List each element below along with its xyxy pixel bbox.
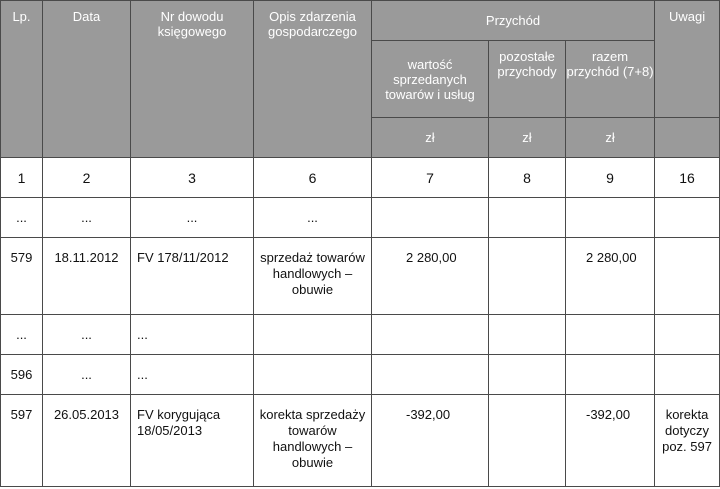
column-number: 7 [372,158,489,198]
header-nr-dowodu: Nr dowodu księgowego [131,1,254,158]
cell-lp: 597 [1,395,43,487]
column-number: 8 [489,158,566,198]
cell-wartosc [372,355,489,395]
cell-lp: 596 [1,355,43,395]
cell-opis: sprzedaż towarów handlowych – obuwie [254,238,372,315]
column-number: 2 [43,158,131,198]
header-uwagi-blank [655,118,720,158]
cell-pozostale [489,198,566,238]
header-data: Data [43,1,131,158]
cell-uwagi: korekta dotyczy poz. 597 [655,395,720,487]
cell-opis [254,355,372,395]
header-wartosc: wartość sprzedanych towarów i usług [372,41,489,118]
cell-data: 18.11.2012 [43,238,131,315]
cell-wartosc [372,315,489,355]
cell-pozostale [489,315,566,355]
cell-data: 26.05.2013 [43,395,131,487]
cell-razem [566,198,655,238]
header-razem: razem przychód (7+8) [566,41,655,118]
cell-uwagi [655,315,720,355]
cell-uwagi [655,198,720,238]
cell-razem [566,315,655,355]
cell-pozostale [489,355,566,395]
cell-opis: korekta sprzedaży towarów handlowych – obuwie [254,395,372,487]
column-number: 9 [566,158,655,198]
table-row [1,355,720,395]
cell-data: ... [43,355,131,395]
column-number: 16 [655,158,720,198]
header-przychod: Przychód [372,1,655,41]
table-row [1,395,720,487]
column-number: 1 [1,158,43,198]
cell-wartosc [372,198,489,238]
cell-wartosc: -392,00 [372,395,489,487]
header-pozostale: pozostałe przychody [489,41,566,118]
cell-pozostale [489,395,566,487]
column-number-row [1,158,720,198]
header-uwagi: Uwagi [655,1,720,118]
cell-lp: ... [1,198,43,238]
cell-nr: FV 178/11/2012 [131,238,254,315]
column-number: 6 [254,158,372,198]
cell-opis: ... [254,198,372,238]
cell-nr: ... [131,355,254,395]
cell-lp: 579 [1,238,43,315]
cell-razem: 2 280,00 [566,238,655,315]
header-opis: Opis zdarzenia gospodarczego [254,1,372,158]
cell-uwagi [655,238,720,315]
header-unit-8: zł [489,118,566,158]
cell-nr: FV korygująca 18/05/2013 [131,395,254,487]
cell-uwagi [655,355,720,395]
cell-data: ... [43,315,131,355]
header-unit-7: zł [372,118,489,158]
cell-pozostale [489,238,566,315]
cell-razem [566,355,655,395]
header-lp: Lp. [1,1,43,158]
cell-nr: ... [131,198,254,238]
cell-opis [254,315,372,355]
table-row [1,315,720,355]
table-row [1,198,720,238]
column-number: 3 [131,158,254,198]
cell-wartosc: 2 280,00 [372,238,489,315]
cell-razem: -392,00 [566,395,655,487]
header-unit-9: zł [566,118,655,158]
cell-nr: ... [131,315,254,355]
cell-lp: ... [1,315,43,355]
table-row [1,238,720,315]
cell-data: ... [43,198,131,238]
